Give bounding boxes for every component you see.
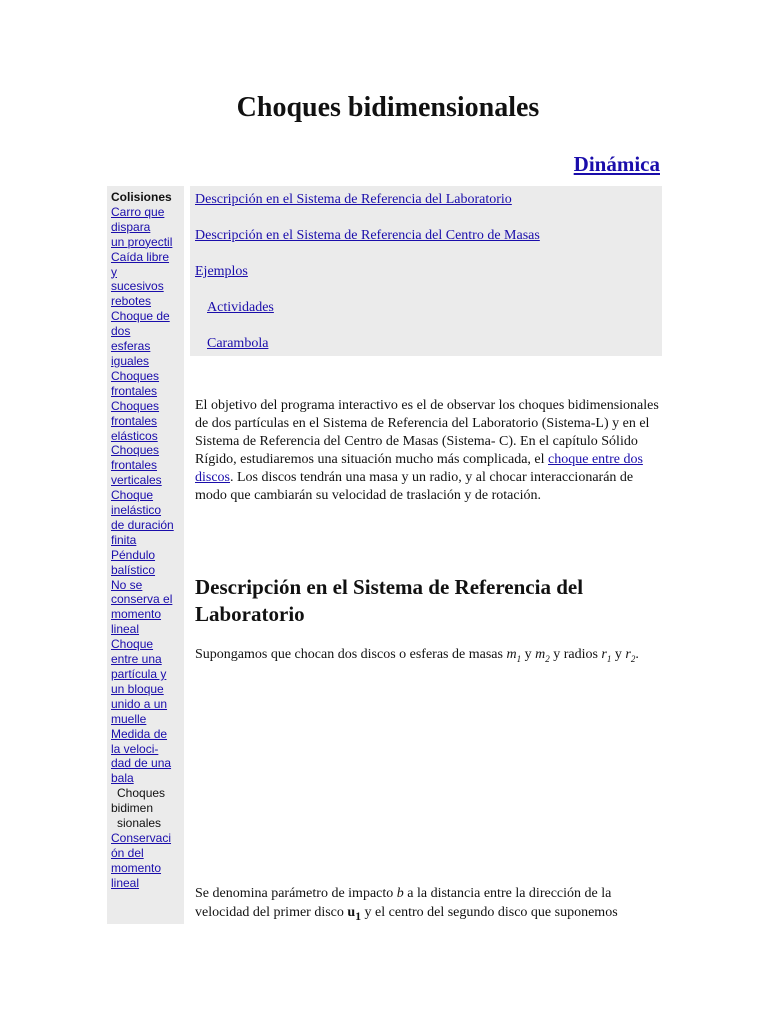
toc-link-laboratorio[interactable]: Descripción en el Sistema de Referencia del Laboratorio [195, 192, 512, 207]
text: y el centro del segundo disco que suponemos [361, 905, 618, 920]
toc-link-actividades[interactable]: Actividades [207, 300, 274, 315]
sidebar-link[interactable]: Conservaci [111, 830, 172, 845]
subscript: 2 [545, 653, 550, 664]
math-var: r [601, 647, 607, 662]
sidebar-link[interactable]: Carro que [111, 204, 165, 219]
sidebar-link[interactable]: de duración [111, 517, 174, 532]
sidebar-link[interactable]: Péndulo [111, 547, 156, 562]
sidebar-link[interactable]: dos [111, 324, 131, 339]
table-of-contents [190, 186, 662, 356]
sidebar-link[interactable]: Choques [111, 368, 160, 383]
sidebar-link[interactable]: inelástico [111, 503, 162, 518]
math-m2 [535, 647, 550, 662]
sidebar-link[interactable]: partícula y [111, 667, 167, 681]
sidebar-link[interactable]: frontales [111, 383, 158, 398]
sidebar-link[interactable]: frontales [111, 413, 158, 428]
math-var: r [625, 647, 631, 662]
text: . [635, 647, 639, 662]
subscript: 1 [516, 653, 522, 664]
text: Se denomina parámetro de impacto [195, 886, 397, 901]
math-var: m [535, 647, 546, 662]
sidebar-link[interactable]: un proyectil [111, 234, 173, 249]
text: y [611, 647, 626, 662]
sidebar-link[interactable]: conserva el [111, 592, 173, 607]
toc-link-centro-de-masas[interactable]: Descripción en el Sistema de Referencia del Centro de Masas [195, 228, 540, 243]
math-r1 [601, 647, 611, 662]
sidebar-link[interactable]: esferas [111, 339, 151, 354]
sidebar-link[interactable]: balístico [111, 562, 156, 577]
sidebar-link[interactable]: finita [111, 532, 137, 547]
sidebar-link[interactable]: lineal [111, 875, 140, 890]
math-r2 [625, 647, 635, 662]
sidebar-link[interactable]: unido a un [111, 696, 168, 711]
sidebar-link[interactable]: dad de una [111, 756, 172, 771]
subscript: 2 [630, 653, 636, 664]
masses-paragraph [195, 646, 665, 668]
sidebar-current-item [111, 786, 181, 831]
sidebar-link[interactable]: Choque [111, 488, 154, 503]
sidebar-links [111, 205, 181, 786]
math-m1 [506, 647, 521, 662]
text: y [521, 647, 536, 662]
sidebar-link[interactable]: dispara [111, 219, 151, 234]
math-var: u [347, 905, 356, 920]
dinamica-link[interactable]: Dinámica [573, 152, 660, 176]
sidebar-link[interactable]: la veloci- [111, 741, 159, 756]
sidebar-link[interactable]: sucesivos [111, 279, 164, 294]
sidebar-link[interactable]: elásticos [111, 428, 158, 443]
sidebar-link[interactable]: Choque [111, 637, 154, 652]
sidebar-link[interactable]: frontales [111, 458, 158, 473]
toc-link-ejemplos[interactable]: Ejemplos [195, 264, 248, 279]
sidebar-link[interactable]: rebotes [111, 294, 152, 309]
sidebar-link[interactable]: bala [111, 771, 134, 786]
sidebar-link[interactable]: ón del [111, 845, 144, 860]
choque-discos-link[interactable]: choque entre dos discos [195, 452, 643, 485]
math-b: b [396, 886, 404, 901]
subscript: 1 [606, 653, 612, 664]
sidebar-link[interactable]: iguales [111, 353, 150, 368]
text: a la distancia entre la dirección de la velocidad del primer disco [195, 886, 612, 920]
sidebar-link[interactable]: No se [111, 577, 143, 592]
page-title: Choques bidimensionales [236, 92, 540, 123]
sidebar-link[interactable]: muelle [111, 711, 147, 726]
sidebar-link[interactable]: un bloque [111, 681, 164, 696]
text: y radios [549, 647, 602, 662]
intro-paragraph [195, 397, 665, 505]
sidebar-link[interactable]: lineal [111, 622, 140, 637]
impact-parameter-paragraph [195, 884, 665, 926]
sidebar-link[interactable]: Choques [111, 398, 160, 413]
sidebar-link[interactable]: momento [111, 607, 162, 622]
intro-text-end: . Los discos tendrán una masa y un radio, y al chocar interaccionarán de modo que cambiarán su velocidad de traslación y de rotación. [195, 470, 634, 503]
section-heading: Descripción en el Sistema de Referencia del Laboratorio [195, 575, 584, 626]
sidebar-link[interactable]: y [111, 264, 117, 279]
sidebar-link[interactable]: momento [111, 860, 162, 875]
sidebar-link[interactable]: verticales [111, 473, 162, 488]
sidebar-current-line: Choques [117, 786, 166, 801]
subscript: 1 [355, 909, 362, 923]
sidebar-links-after [111, 831, 181, 891]
sidebar-link[interactable]: Medida de [111, 726, 168, 741]
sidebar-heading: Colisiones [111, 190, 172, 204]
sidebar [107, 186, 184, 924]
toc-link-carambola[interactable]: Carambola [207, 336, 269, 351]
sidebar-link[interactable]: Choque de [111, 309, 170, 324]
text: Supongamos que chocan dos discos o esferas de masas [195, 647, 507, 662]
sidebar-current-line: bidimen [111, 801, 154, 816]
intro-text: El objetivo del programa interactivo es el de observar los choques bidimensionales de dos partículas en el Sistema de Referencia del Laboratorio (Sistema-L) y en el Sistema de Referencia del Centro de Masas (Sistema- C). En el capítulo Sólido Rígido, estudiaremos una situación mucho más complicada, el [195, 398, 659, 467]
sidebar-link[interactable]: Choques [111, 443, 160, 458]
math-u1 [347, 905, 362, 923]
sidebar-link[interactable]: Caída libre [111, 249, 170, 264]
sidebar-link[interactable]: entre una [111, 652, 162, 667]
math-var: m [506, 647, 517, 662]
sidebar-current-line: sionales [117, 816, 162, 831]
